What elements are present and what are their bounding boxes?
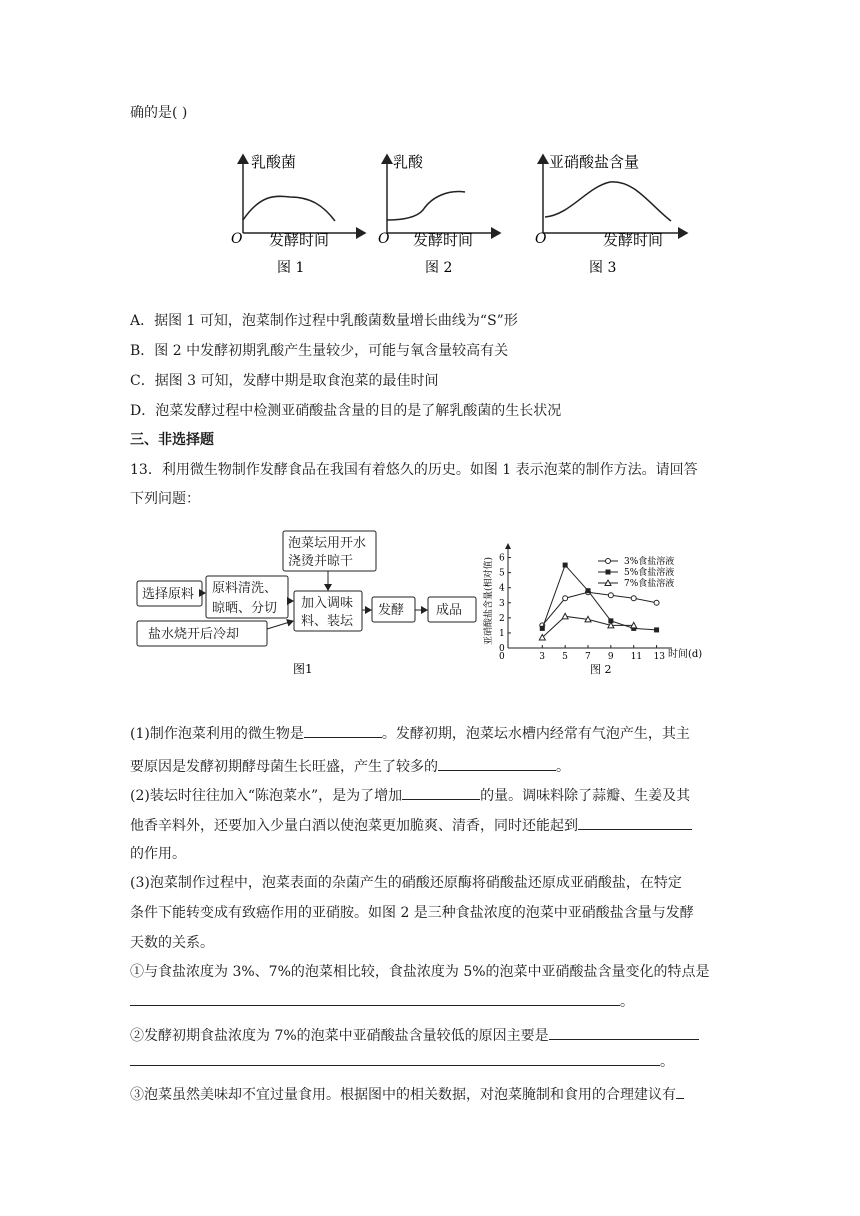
flow-text-product: 成品 [436, 603, 463, 618]
answer-blank-sub1[interactable] [130, 990, 620, 1006]
mini-ylabel-2: 乳酸 [393, 153, 424, 171]
q13-part1-text-c: 要原因是发酵初期酵母菌生长旺盛，产生了较多的 [130, 759, 438, 775]
chart-ytick-label: 5 [499, 568, 505, 579]
chart-point [563, 596, 568, 601]
chart-point [540, 626, 545, 631]
mini-caption-2: 图 2 [425, 260, 453, 276]
option-b: B．图 2 中发酵初期乳酸产生量较少，可能与氧含量较高有关 [130, 343, 509, 359]
q13-part2-text-d: 的作用。 [130, 846, 186, 862]
chart-legend-marker [606, 570, 611, 575]
section-title: 三、非选择题 [130, 432, 214, 448]
chart-origin-label: 0 [499, 652, 505, 662]
mini-xlabel-2: 发酵时间 [413, 231, 474, 249]
question-intro: 确的是( ) [130, 105, 188, 121]
mini-curve-3 [545, 182, 671, 221]
q13-sub2-end: 。 [660, 1054, 674, 1070]
mini-xlabel-1: 发酵时间 [269, 231, 330, 249]
chart-point [654, 600, 659, 605]
mini-xlabel-3: 发酵时间 [603, 231, 664, 249]
q13-part2-text-c: 他香辛料外，还要加入少量白酒以使泡菜更加脆爽、清香，同时还能起到 [130, 818, 578, 834]
q13-part3-line-1: (3)泡菜制作过程中，泡菜表面的杂菌产生的硝酸还原酶将硝酸盐还原成亚硝酸盐，在特定 [130, 875, 682, 891]
answer-blank-sub3[interactable] [676, 1083, 684, 1099]
q13-sub3-text: ③泡菜虽然美味却不宜过量食用。根据图中的相关数据，对泡菜腌制和食用的合理建议有 [130, 1087, 676, 1103]
flow-text-season-2: 料、装坛 [301, 614, 354, 629]
flow-text-jar-1: 泡菜坛用开水 [288, 536, 367, 551]
chart-ytick-label: 6 [499, 553, 505, 564]
q13-part2-line-1 [130, 784, 690, 806]
chart-ytick-label: 4 [499, 583, 505, 594]
chart-ytick-label: 2 [499, 613, 505, 624]
chart-legend-marker [606, 559, 611, 564]
option-c: C．据图 3 可知，发酵中期是取食泡菜的最佳时间 [130, 373, 439, 389]
chart-ytick-label: 3 [499, 598, 505, 609]
answer-blank-sub2-b[interactable] [130, 1050, 660, 1066]
chart-legend-label: 5%食盐溶液 [624, 568, 675, 578]
flow-diagram [128, 525, 478, 685]
mini-charts-figure [225, 145, 705, 285]
answer-blank-microbe[interactable] [304, 722, 382, 738]
chart-series-line [542, 592, 656, 625]
q13-part1-line-2 [130, 755, 570, 777]
mini-origin-3: O [535, 231, 547, 247]
flow-caption: 图1 [293, 662, 313, 676]
mini-chart-1 [231, 153, 365, 276]
flow-arrow-brine-season [267, 621, 293, 629]
q13-sub1-text: ①与食盐浓度为 3%、7%的泡菜相比较，食盐浓度为 5%的泡菜中亚硝酸盐含量变化的特点是 [130, 964, 710, 980]
mini-ylabel-1: 乳酸菌 [251, 153, 297, 171]
mini-curve-2 [387, 192, 465, 220]
chart-legend-label: 3%食盐溶液 [624, 557, 675, 567]
mini-chart-2 [378, 153, 500, 276]
q13-part3-line-3: 天数的关系。 [130, 935, 214, 951]
flow-text-brine: 盐水烧开后冷却 [148, 627, 240, 642]
answer-blank-amount[interactable] [402, 784, 480, 800]
mini-chart-3 [535, 153, 687, 276]
chart-xtick-label: 9 [607, 652, 614, 662]
q13-sub2-text: ②发酵初期食盐浓度为 7%的泡菜中亚硝酸盐含量较低的原因主要是 [130, 1028, 549, 1044]
chart-xtick-label: 7 [585, 652, 591, 662]
flow-text-clean-1: 原料清洗、 [212, 581, 278, 596]
answer-blank-gas[interactable] [438, 755, 556, 771]
flow-text-clean-2: 晾晒、分切 [212, 601, 278, 616]
answer-blank-sub2-a[interactable] [549, 1024, 699, 1040]
q13-sub1-end: 。 [620, 994, 634, 1010]
chart-point [631, 596, 636, 601]
q13-sub2-line [130, 1024, 699, 1046]
chart-y-arrow [505, 543, 511, 549]
mini-origin-1: O [231, 231, 243, 247]
q13-stem-line-2: 下列问题： [130, 491, 200, 507]
q13-stem-line-1: 13．利用微生物制作发酵食品在我国有着悠久的历史。如图 1 表示泡菜的制作方法。请回答 [130, 462, 698, 478]
option-d: D．泡菜发酵过程中检测亚硝酸盐含量的目的是了解乳酸菌的生长状况 [130, 403, 562, 419]
q13-part1-text-b: 。发酵初期，泡菜坛水槽内经常有气泡产生，其主 [381, 726, 690, 742]
q13-part2-line-2 [130, 814, 692, 836]
mini-origin-2: O [378, 231, 390, 247]
mini-caption-3: 图 3 [589, 260, 617, 276]
q13-part3-line-2: 条件下能转变成有致癌作用的亚硝胺。如图 2 是三种食盐浓度的泡菜中亚硝酸盐含量与发酵 [130, 905, 694, 921]
chart-point [586, 588, 591, 593]
q13-part2-text-a: (2)装坛时往往加入“陈泡菜水”，是为了增加 [130, 788, 403, 804]
chart-ytick-label: 0 [499, 644, 505, 654]
answer-blank-function[interactable] [578, 814, 692, 830]
option-a: A．据图 1 可知，泡菜制作过程中乳酸菌数量增长曲线为“S”形 [130, 313, 518, 329]
q13-part1-text-d: 。 [556, 759, 570, 775]
flow-text-select: 选择原料 [142, 587, 195, 602]
q13-part2-text-b: 的量。调味料除了蒜瓣、生姜及其 [480, 788, 691, 804]
chart-caption: 图 2 [590, 663, 612, 676]
chart-xlabel: 时间(d) [668, 649, 703, 660]
q13-sub1-answer-line [130, 990, 634, 1012]
chart-point [608, 593, 613, 598]
mini-caption-1: 图 1 [277, 260, 305, 276]
chart-xtick-label: 5 [562, 652, 568, 662]
chart-xtick-label: 3 [539, 652, 546, 662]
mini-ylabel-3: 亚硝酸盐含量 [549, 153, 640, 171]
q13-part1-line-1 [130, 722, 690, 744]
chart-point [563, 563, 568, 568]
mini-curve-1 [243, 196, 335, 221]
chart-legend-label: 7%食盐溶液 [624, 579, 675, 589]
chart-xtick-label: 13 [653, 652, 666, 662]
q13-sub3-line [130, 1083, 684, 1105]
nitrite-line-chart [478, 540, 738, 680]
q13-sub2-answer-line [130, 1050, 674, 1072]
chart-point [562, 613, 568, 619]
q13-part1-text-a: (1)制作泡菜利用的微生物是 [130, 726, 304, 742]
flow-text-jar-2: 浇烫并晾干 [288, 554, 354, 569]
chart-xtick-label: 11 [630, 652, 643, 662]
chart-point [654, 627, 659, 632]
flow-text-ferment: 发酵 [378, 603, 405, 618]
chart-ylabel: 亚硝酸盐含量(相对值) [484, 556, 494, 645]
flow-text-season-1: 加入调味 [301, 596, 354, 611]
chart-ytick-label: 1 [499, 628, 505, 639]
